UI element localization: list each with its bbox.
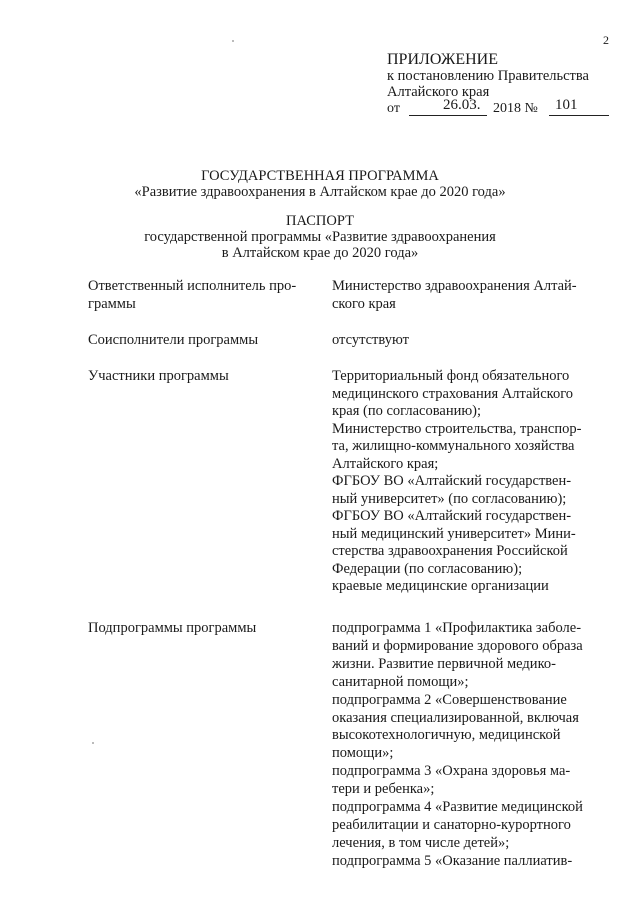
decree-year: 2018 № (493, 101, 538, 116)
value-line: ского края (332, 295, 396, 312)
appendix-title: ПРИЛОЖЕНИЕ (387, 51, 499, 68)
appendix-line-2: Алтайского края (387, 84, 490, 100)
value-line: жизни. Развитие первичной медико- (332, 655, 556, 672)
passport-line-2: в Алтайском крае до 2020 года» (221, 245, 419, 261)
value-line: Территориальный фонд обязательного (332, 368, 570, 384)
row-value-subprograms (332, 620, 606, 871)
value-line: лечения, в том числе детей»; (332, 834, 510, 851)
value-line: реабилитации и санаторно-курортного (332, 816, 571, 833)
value-line: Министерство здравоохранения Алтай- (332, 278, 577, 294)
page-number: 2 (603, 33, 609, 47)
value-line: стерства здравоохранения Российской (332, 543, 568, 559)
date-prefix: от (387, 101, 400, 116)
scan-speck (92, 742, 94, 744)
row-label-subprograms (88, 620, 328, 638)
value-line: Алтайского края; (332, 455, 439, 472)
row-value-responsible (332, 278, 606, 313)
value-line: подпрограмма 3 «Охрана здоровья ма- (332, 763, 571, 780)
label-line: Соисполнители программы (88, 332, 259, 348)
decree-date-line (387, 97, 617, 121)
appendix-block (387, 52, 589, 100)
value-line: тери и ребенка»; (332, 781, 435, 798)
value-line: помощи»; (332, 745, 394, 762)
value-line: подпрограмма 2 «Совершенствование (332, 691, 567, 708)
number-underline (549, 115, 609, 116)
passport-heading: ПАСПОРТ (286, 213, 354, 229)
value-line: ваний и формирование здорового образа (332, 637, 583, 654)
date-underline (409, 115, 487, 116)
value-line: подпрограмма 4 «Развитие медицинской (332, 799, 583, 816)
value-line: оказания специализированной, включая (332, 709, 579, 726)
row-label-coexecutors (88, 332, 328, 350)
passport-line-1: государственной программы «Развитие здравоохранения (144, 229, 496, 245)
row-label-participants (88, 368, 328, 386)
value-line: та, жилищно-коммунального хозяйства (332, 438, 575, 454)
value-line: подпрограмма 5 «Оказание паллиатив- (332, 852, 573, 869)
value-line: санитарной помощи»; (332, 673, 469, 690)
value-line: ный университет» (по согласованию); (332, 490, 567, 507)
row-value-participants (332, 368, 606, 596)
value-line: ФГБОУ ВО «Алтайский государствен- (332, 508, 572, 524)
label-line: Подпрограммы программы (88, 620, 257, 636)
decree-number: 101 (555, 97, 578, 113)
row-value-coexecutors (332, 332, 606, 350)
appendix-line-1: к постановлению Правительства (387, 68, 589, 84)
label-line: Ответственный исполнитель про- (88, 278, 297, 294)
value-line: ный медицинский университет» Мини- (332, 525, 576, 542)
value-line: высокотехнологичную, медицинской (332, 727, 561, 744)
value-line: медицинского страхования Алтайского (332, 385, 574, 402)
row-label-responsible (88, 278, 328, 313)
value-line: краевые медицинские организации (332, 578, 549, 594)
program-name: «Развитие здравоохранения в Алтайском крае до 2020 года» (134, 184, 506, 200)
value-line: края (по согласованию); (332, 403, 482, 419)
value-line: Федерации (по согласованию); (332, 560, 523, 577)
label-line: граммы (88, 295, 136, 312)
value-line: Министерство строительства, транспор- (332, 420, 582, 437)
decree-date: 26.03. (443, 97, 481, 113)
value-line: ФГБОУ ВО «Алтайский государствен- (332, 473, 572, 489)
program-heading: ГОСУДАРСТВЕННАЯ ПРОГРАММА (201, 168, 439, 184)
label-line: Участники программы (88, 368, 229, 384)
scan-speck (232, 40, 234, 42)
value-line: подпрограмма 1 «Профилактика заболе- (332, 620, 582, 636)
value-line: отсутствуют (332, 332, 409, 348)
